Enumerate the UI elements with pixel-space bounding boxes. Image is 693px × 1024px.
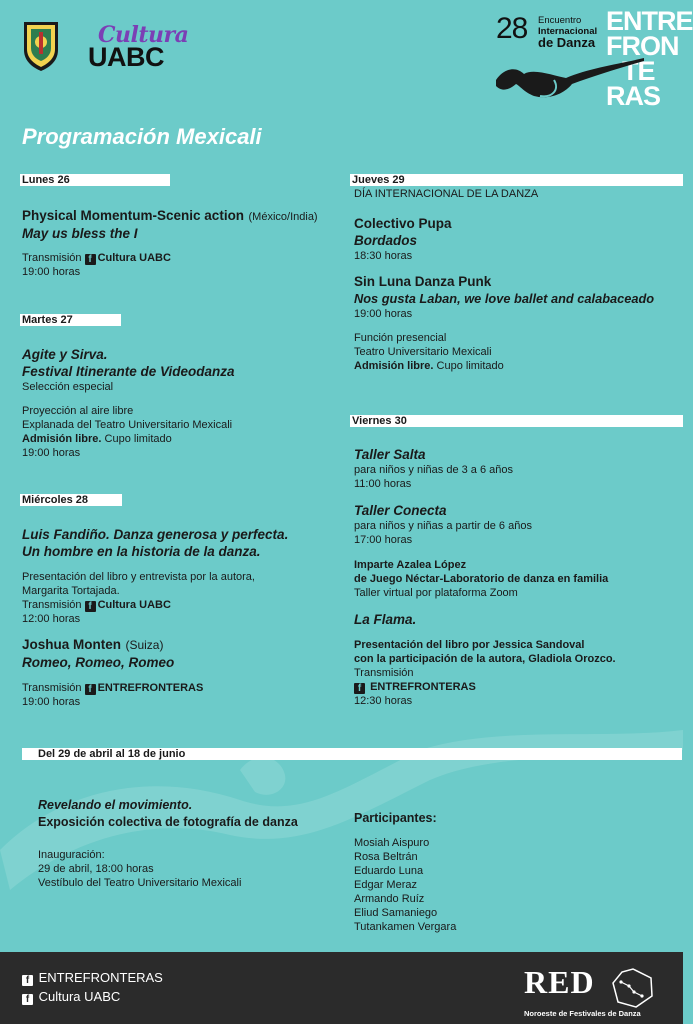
list-item: Eduardo Luna xyxy=(354,865,424,877)
expo-range: Del 29 de abril al 18 de junio xyxy=(38,748,186,760)
footer xyxy=(0,952,683,1024)
transmision-label: Transmisión xyxy=(354,667,414,679)
event-miercoles xyxy=(22,526,342,709)
dancer-silhouette-icon xyxy=(494,56,646,102)
logo-cultura: Cultura xyxy=(98,22,189,48)
list-item: Mosiah Aispuro xyxy=(354,837,430,849)
event-title: Agite y Sirva. xyxy=(22,347,108,362)
taller-1-audience: para niños y niñas de 3 a 6 años xyxy=(354,464,514,476)
hora-2: 19:00 horas xyxy=(354,308,413,320)
expo-date: 29 de abril, 18:00 horas xyxy=(38,863,154,875)
day-bar-jueves xyxy=(350,174,683,186)
event-jueves xyxy=(354,187,682,373)
event-country: (Suiza) xyxy=(125,638,164,652)
encuentro-line3: de Danza xyxy=(538,35,596,50)
taller-1: Taller Salta xyxy=(354,447,426,462)
red-logo: RED xyxy=(524,964,595,1000)
expo-place: Vestíbulo del Teatro Universitario Mexicali xyxy=(38,877,242,889)
work-2: Nos gusta Laban, we love ballet and calabaceado xyxy=(354,291,655,306)
encuentro-line1: Encuentro xyxy=(538,15,582,26)
hora: 12:30 horas xyxy=(354,695,413,707)
facebook-channel-link-2[interactable]: ENTREFRONTERAS xyxy=(97,682,204,694)
brand-line-1: ENTRE xyxy=(606,6,693,36)
event-work: May us bless the I xyxy=(22,226,138,241)
list-item: Armando Ruíz xyxy=(354,893,425,905)
transmision-label: Transmisión xyxy=(22,252,82,264)
event-info2: Explanada del Teatro Universitario Mexicali xyxy=(22,419,233,431)
event-title-3: Joshua Monten xyxy=(22,637,122,652)
admision-rest: Cupo limitado xyxy=(436,360,504,372)
expo-title-2: Exposición colectiva de fotografía de danza xyxy=(38,815,298,829)
group-2: Sin Luna Danza Punk xyxy=(354,274,492,289)
brand-line-2: FRON xyxy=(606,31,679,61)
encuentro-line2: Internacional xyxy=(538,26,598,37)
admision-bold: Admisión libre. xyxy=(354,360,434,372)
admision-rest: Cupo limitado xyxy=(104,433,172,445)
day-bar-martes xyxy=(20,314,121,326)
edition-number: 28 xyxy=(496,12,528,45)
transmision-label: Transmisión xyxy=(22,599,82,611)
facebook-channel-link[interactable]: Cultura UABC xyxy=(97,252,171,264)
event-hora: 19:00 horas xyxy=(22,447,81,459)
presentacion-2: con la participación de la autora, Gladiola Orozco. xyxy=(354,653,616,665)
work-1: Bordados xyxy=(354,233,418,248)
expo-info xyxy=(38,797,348,890)
info2: Teatro Universitario Mexicali xyxy=(354,346,492,358)
event-title-2: Festival Itinerante de Videodanza xyxy=(22,364,235,379)
footer-social-link-1[interactable]: ENTREFRONTERAS xyxy=(38,970,163,985)
info1: Función presencial xyxy=(354,332,447,344)
event-martes xyxy=(22,346,342,460)
day-bar-lunes xyxy=(20,174,170,186)
event-hora: 19:00 horas xyxy=(22,266,81,278)
day-label: Miércoles 28 xyxy=(22,494,89,506)
admision-bold: Admisión libre. xyxy=(22,433,102,445)
event-info2: Margarita Tortajada. xyxy=(22,585,120,597)
event-sub: Selección especial xyxy=(22,381,114,393)
facebook-icon[interactable]: f xyxy=(85,254,96,265)
imparte: Imparte Azalea López xyxy=(354,559,467,571)
brand-line-3: TE xyxy=(622,56,655,86)
day-label: Viernes 30 xyxy=(352,415,407,427)
event-hora-2: 19:00 horas xyxy=(22,696,81,708)
day-bar-miercoles xyxy=(20,494,122,506)
taller-2-audience: para niños y niñas a partir de 6 años xyxy=(354,520,532,532)
imparte-org: de Juego Néctar-Laboratorio de danza en familia xyxy=(354,573,609,585)
taller-1-hora: 11:00 horas xyxy=(354,478,412,490)
taller-2: Taller Conecta xyxy=(354,503,447,518)
facebook-icon[interactable]: f xyxy=(354,683,365,694)
list-item: Edgar Meraz xyxy=(354,879,417,891)
event-title: Physical Momentum-Scenic action xyxy=(22,208,245,223)
participantes-list xyxy=(354,836,654,934)
imparte-mode: Taller virtual por plataforma Zoom xyxy=(354,587,518,599)
event-info1: Proyección al aire libre xyxy=(22,405,134,417)
event-title: Luis Fandiño. Danza generosa y perfecta. xyxy=(22,527,289,542)
event-title-2: Un hombre en la historia de la danza. xyxy=(22,544,261,559)
day-bar-viernes xyxy=(350,415,683,427)
logo-uabc: UABC xyxy=(88,42,164,72)
list-item: Eliud Samaniego xyxy=(354,907,438,919)
uabc-shield-icon xyxy=(22,20,60,72)
facebook-icon[interactable]: f xyxy=(22,994,33,1005)
constellation-icon xyxy=(612,968,654,1008)
event-hora: 12:00 horas xyxy=(22,613,81,625)
day-label: Martes 27 xyxy=(22,314,73,326)
la-flama: La Flama. xyxy=(354,612,417,627)
facebook-icon[interactable]: f xyxy=(85,601,96,612)
brand-line-4: RAS xyxy=(606,81,661,111)
participantes-label: Participantes: xyxy=(354,811,437,825)
facebook-icon[interactable]: f xyxy=(22,975,33,986)
event-country: (México/India) xyxy=(248,211,318,223)
event-viernes xyxy=(354,446,682,708)
event-lunes xyxy=(22,207,342,279)
page-title: Programación Mexicali xyxy=(22,124,262,149)
list-item: Rosa Beltrán xyxy=(354,851,418,863)
expo-title-1: Revelando el movimiento. xyxy=(38,798,193,812)
transmision-label-2: Transmisión xyxy=(22,682,82,694)
expo-inaug: Inauguración: xyxy=(38,849,105,861)
event-info1: Presentación del libro y entrevista por la autora, xyxy=(22,571,255,583)
participantes xyxy=(354,811,654,934)
facebook-icon[interactable]: f xyxy=(85,684,96,695)
event-work: Romeo, Romeo, Romeo xyxy=(22,655,175,670)
facebook-channel-link[interactable]: ENTREFRONTERAS xyxy=(370,681,476,693)
day-note: DÍA INTERNACIONAL DE LA DANZA xyxy=(354,188,539,200)
hora-1: 18:30 horas xyxy=(354,250,413,262)
expo-range-bar xyxy=(22,748,682,760)
red-subtitle: Noroeste de Festivales de Danza xyxy=(524,1009,641,1018)
presentacion-1: Presentación del libro por Jessica Sandoval xyxy=(354,639,585,651)
day-label: Jueves 29 xyxy=(352,174,405,186)
day-label: Lunes 26 xyxy=(22,174,70,186)
group-1: Colectivo Pupa xyxy=(354,216,452,231)
footer-social-link-2[interactable]: Cultura UABC xyxy=(38,989,121,1004)
list-item: Tutankamen Vergara xyxy=(354,921,457,933)
facebook-channel-link[interactable]: Cultura UABC xyxy=(97,599,171,611)
taller-2-hora: 17:00 horas xyxy=(354,534,413,546)
